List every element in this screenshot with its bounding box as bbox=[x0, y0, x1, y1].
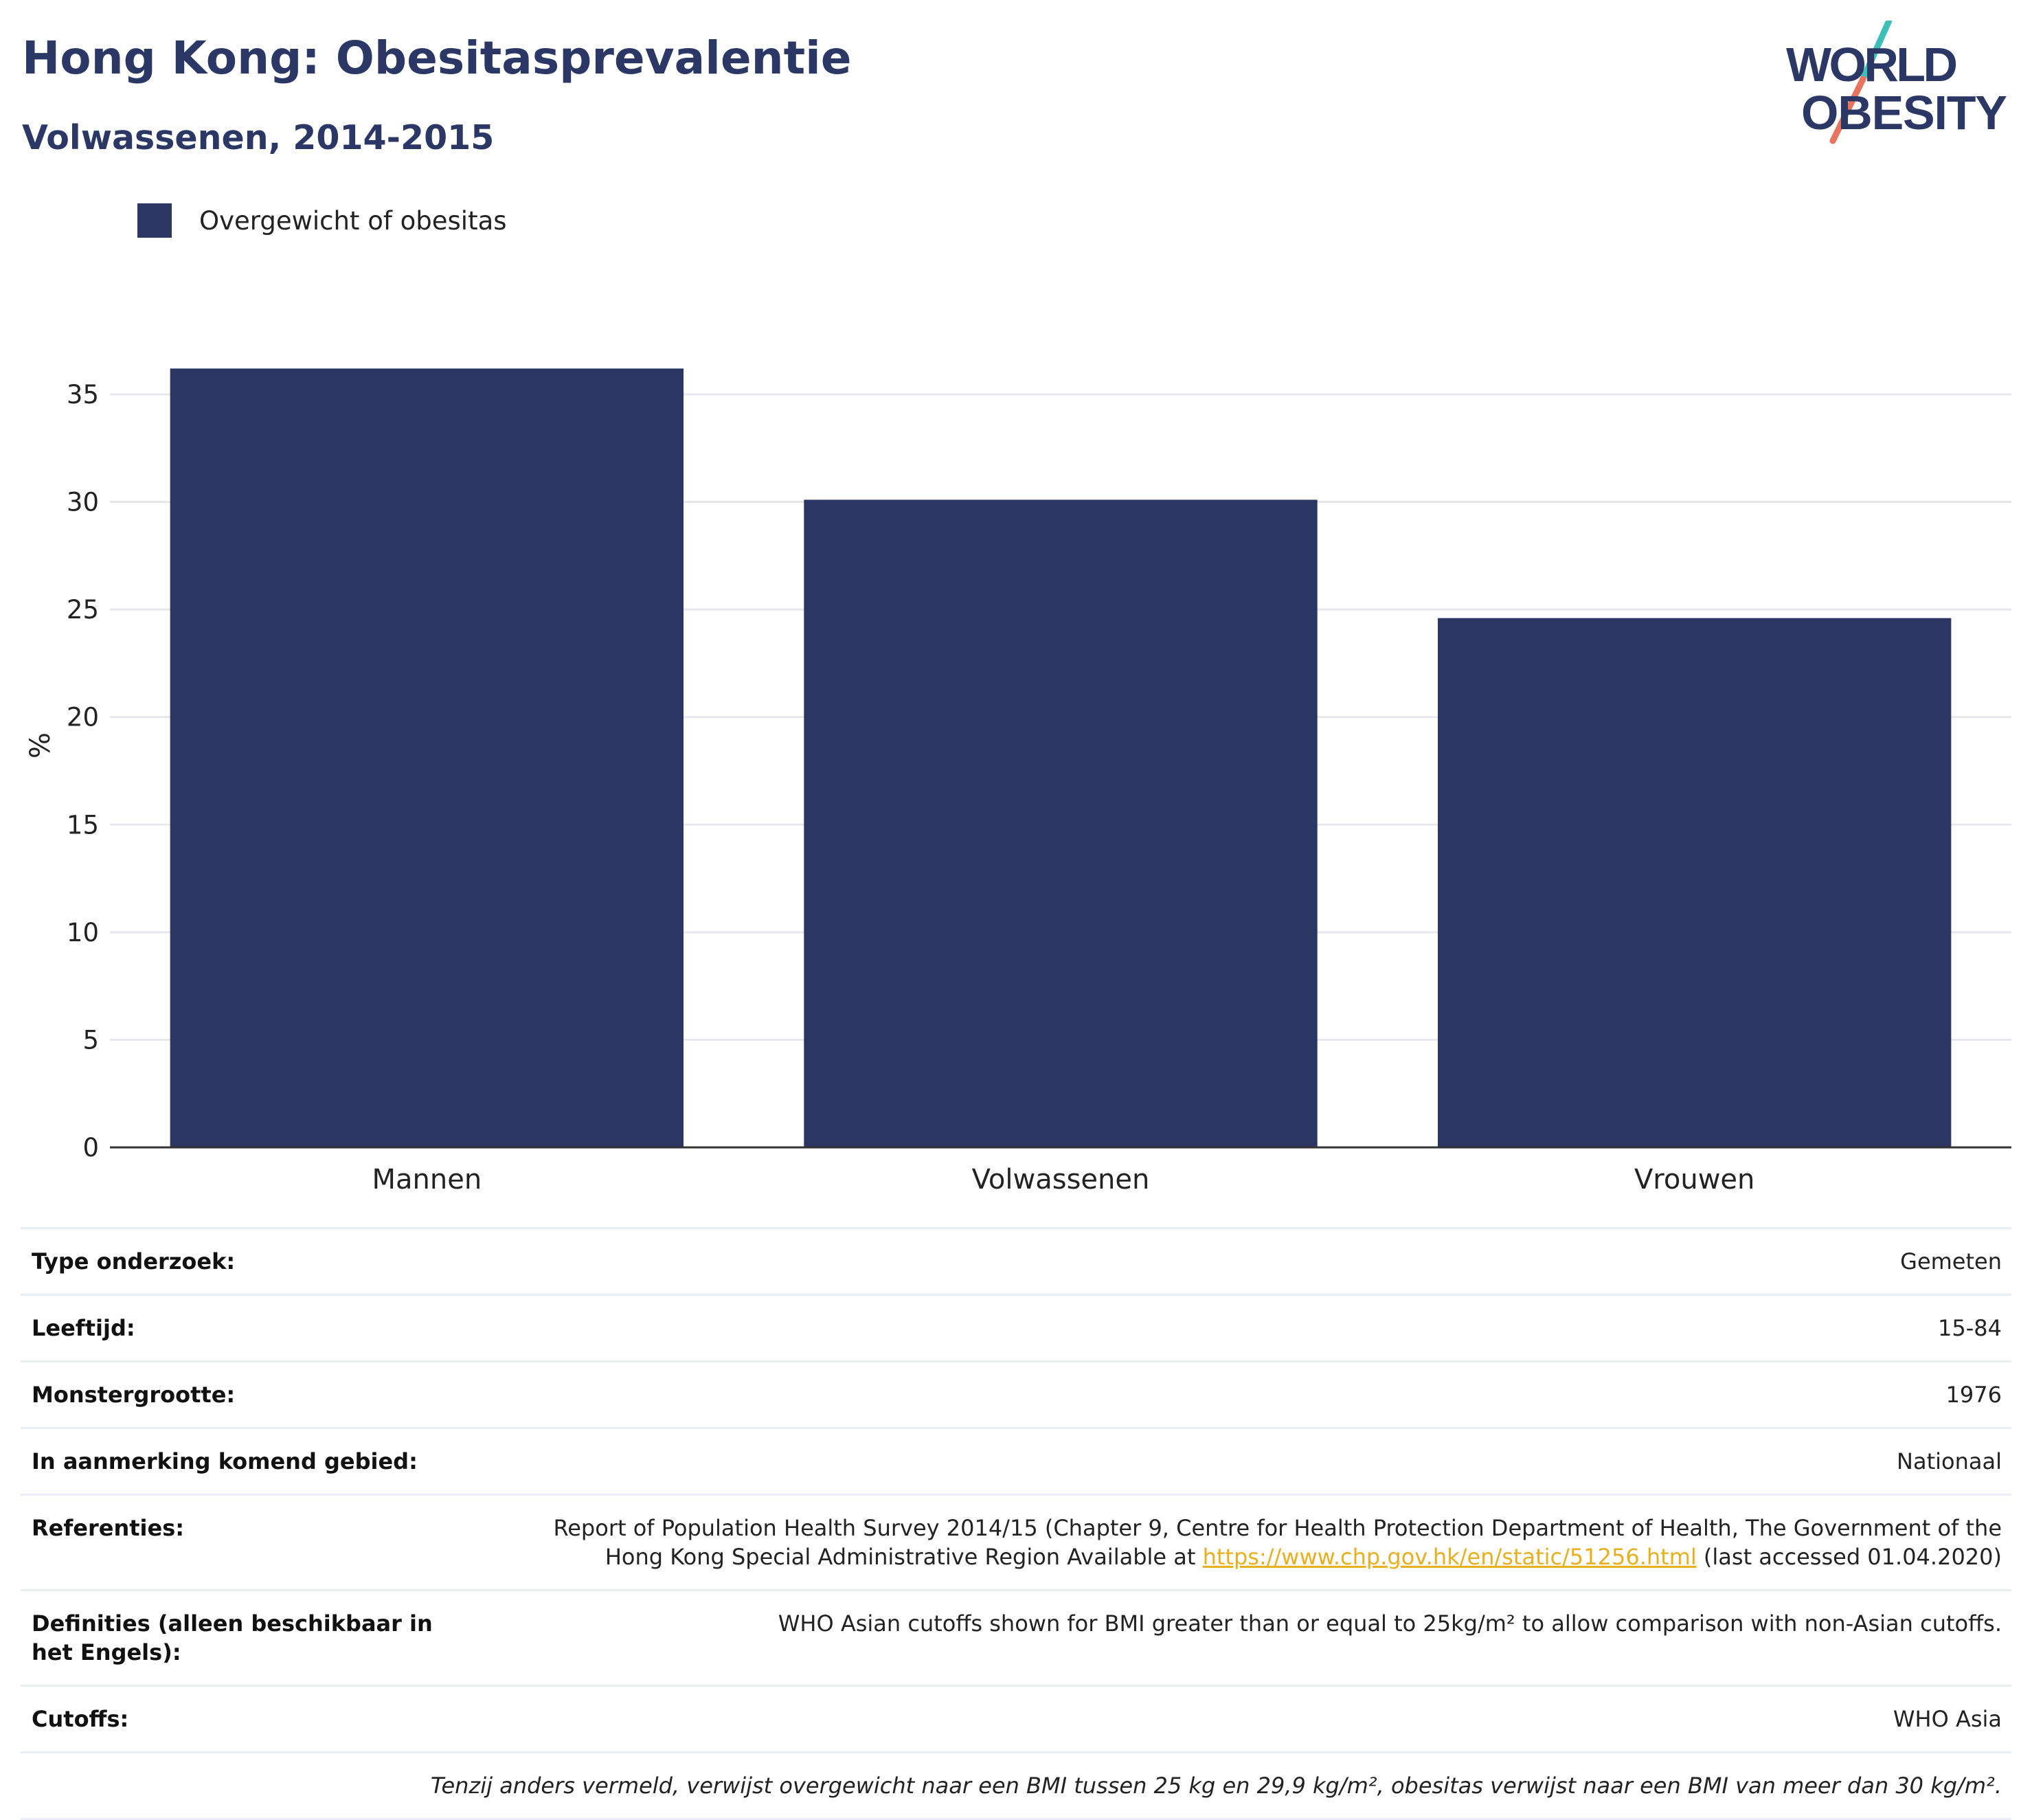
y-tick-label: 25 bbox=[66, 595, 99, 625]
info-value: 1976 bbox=[481, 1362, 2011, 1428]
y-tick-label: 0 bbox=[82, 1133, 99, 1162]
info-key-ref: Referenties: bbox=[21, 1495, 481, 1591]
info-row bbox=[21, 1428, 2011, 1495]
chart-title: Hong Kong: Obesitasprevalentie bbox=[22, 32, 852, 85]
world-obesity-logo bbox=[1786, 21, 2013, 144]
info-key-definitions: Definities (alleen beschikbaar in het Engels): bbox=[21, 1591, 481, 1686]
info-row bbox=[21, 1362, 2011, 1428]
bar bbox=[1438, 618, 1951, 1147]
info-value: Gemeten bbox=[481, 1228, 2011, 1295]
info-value: 15-84 bbox=[481, 1295, 2011, 1362]
bar bbox=[170, 368, 684, 1147]
metadata-table bbox=[21, 1227, 2011, 1820]
info-row-ref bbox=[21, 1495, 2011, 1591]
info-value: Nationaal bbox=[481, 1428, 2011, 1495]
chart-subtitle: Volwassenen, 2014-2015 bbox=[22, 118, 495, 157]
info-value-ref bbox=[481, 1495, 2011, 1591]
bar bbox=[804, 499, 1317, 1147]
info-key: In aanmerking komend gebied: bbox=[21, 1428, 481, 1495]
x-tick-label: Volwassenen bbox=[971, 1164, 1150, 1195]
info-row bbox=[21, 1228, 2011, 1295]
y-tick-label: 15 bbox=[66, 810, 99, 840]
x-tick-label: Mannen bbox=[372, 1164, 482, 1195]
footnote: Tenzij anders vermeld, verwijst overgewicht naar een BMI tussen 25 kg en 29,9 kg/m², obesitas verwijst naar een BMI van meer dan 30 kg/m². bbox=[21, 1753, 2011, 1819]
ref-text-pre: Hong Kong Special Administrative Region Available at bbox=[605, 1544, 1203, 1570]
y-tick-label: 5 bbox=[82, 1025, 99, 1055]
bar-chart bbox=[0, 330, 2032, 1195]
legend-swatch bbox=[137, 203, 172, 238]
info-row-definitions bbox=[21, 1591, 2011, 1686]
legend bbox=[137, 203, 507, 238]
info-value-cutoffs: WHO Asia bbox=[481, 1686, 2011, 1753]
info-key: Leeftijd: bbox=[21, 1295, 481, 1362]
y-tick-label: 30 bbox=[66, 487, 99, 517]
ref-text-post: (last accessed 01.04.2020) bbox=[1696, 1544, 2002, 1570]
info-key-cutoffs: Cutoffs: bbox=[21, 1686, 481, 1753]
ref-text-line1: Report of Population Health Survey 2014/15 (Chapter 9, Centre for Health Protection Department of Health, The Government of the bbox=[553, 1515, 2002, 1541]
legend-label: Overgewicht of obesitas bbox=[199, 205, 507, 236]
info-row bbox=[21, 1295, 2011, 1362]
ref-link[interactable]: https://www.chp.gov.hk/en/static/51256.html bbox=[1202, 1544, 1697, 1570]
y-axis-title: % bbox=[25, 732, 56, 759]
info-row-cutoffs bbox=[21, 1686, 2011, 1753]
y-tick-label: 10 bbox=[66, 917, 99, 947]
info-key: Monstergrootte: bbox=[21, 1362, 481, 1428]
logo-line1: WORLD bbox=[1786, 38, 1958, 91]
info-key: Type onderzoek: bbox=[21, 1228, 481, 1295]
info-value-definitions: WHO Asian cutoffs shown for BMI greater than or equal to 25kg/m² to allow comparison with non-Asian cutoffs. bbox=[481, 1591, 2011, 1686]
logo-line2: OBESITY bbox=[1801, 86, 2007, 139]
y-tick-label: 35 bbox=[66, 379, 99, 409]
info-row-note bbox=[21, 1753, 2011, 1819]
x-tick-label: Vrouwen bbox=[1634, 1164, 1755, 1195]
y-tick-label: 20 bbox=[66, 702, 99, 732]
